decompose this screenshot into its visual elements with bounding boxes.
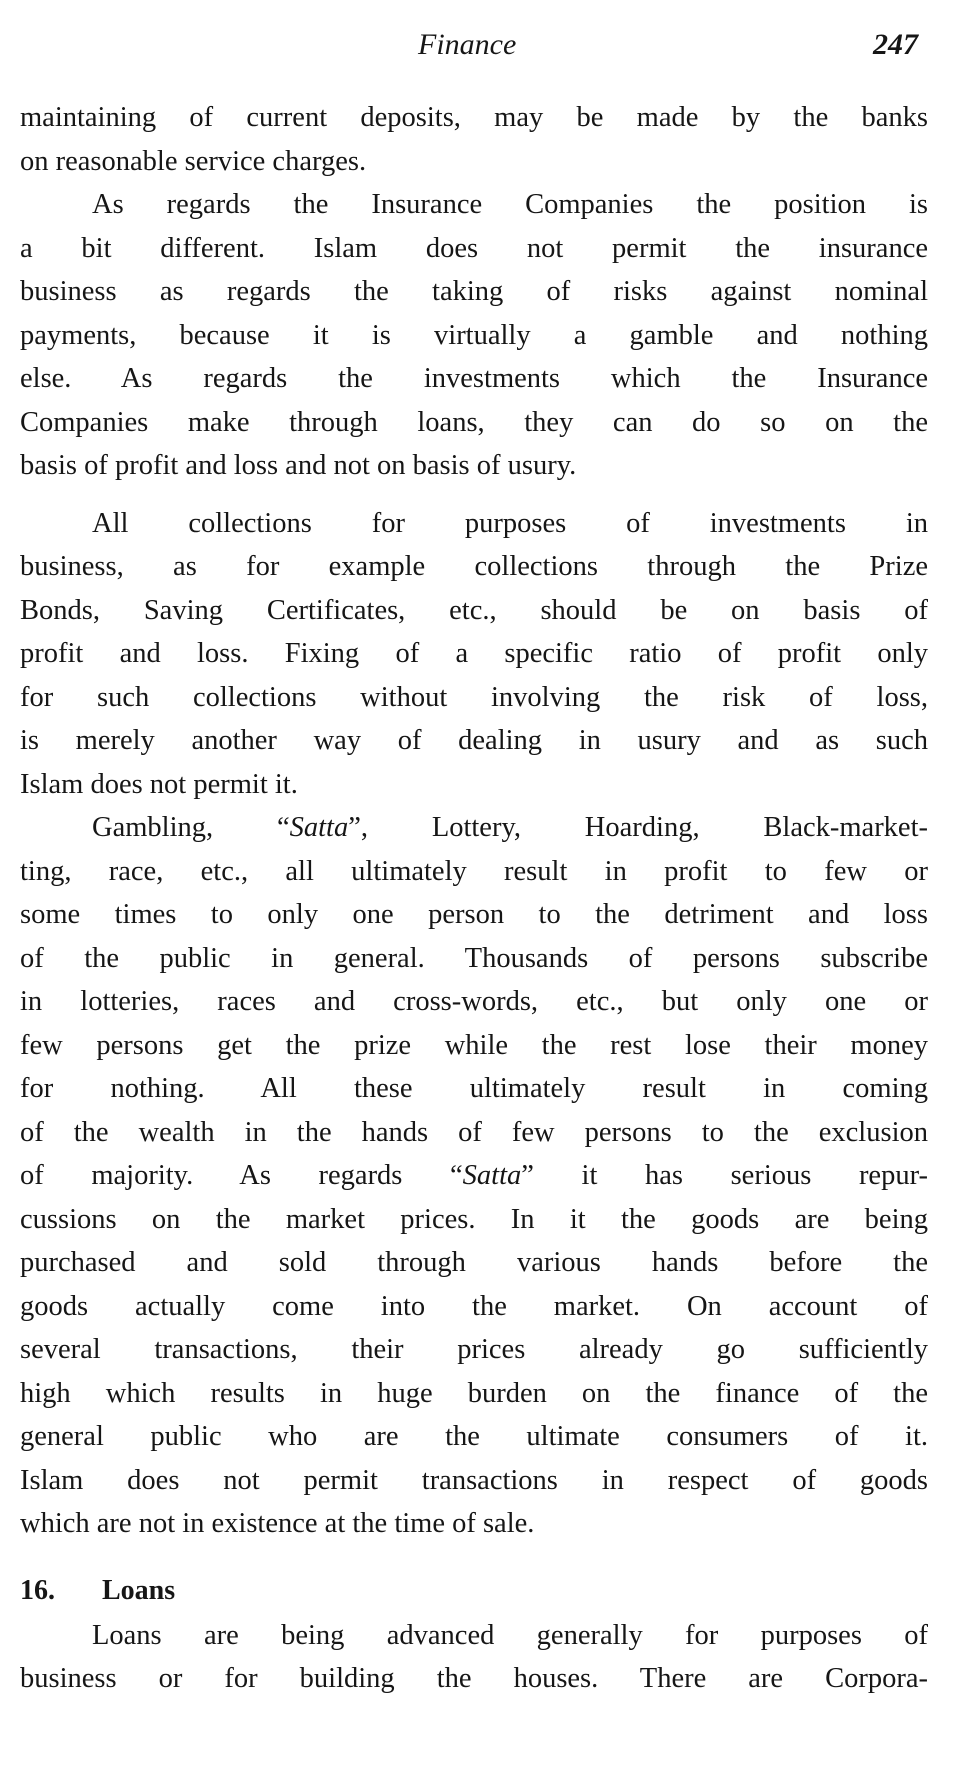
text-line: payments, because it is virtually a gamble and nothing [20, 319, 928, 351]
text-line: ting, race, etc., all ultimately result in profit to few or [20, 855, 928, 887]
text-span: of majority. As regards “ [20, 1160, 463, 1191]
text-line: business, as for example collections through the Prize [20, 551, 928, 582]
text-line [20, 1154, 928, 1198]
paragraph-gambling [20, 806, 928, 1546]
text-line: high which results in huge burden on the finance of the [20, 1377, 928, 1409]
section-title: Loans [102, 1574, 176, 1606]
text-span: Gambling, “ [92, 812, 290, 843]
text-line: Bonds, Saving Certificates, etc., should be on basis of [20, 594, 928, 626]
section-heading [20, 1568, 928, 1614]
paragraph-collections [20, 502, 928, 807]
text-line: general public who are the ultimate consumers of it. [20, 1421, 928, 1452]
page-number: 247 [873, 28, 918, 61]
text-line: All collections for purposes of investments in [92, 507, 928, 539]
text-line: Islam does not permit it. [20, 768, 298, 800]
section-number: 16. [20, 1574, 55, 1606]
text-line: maintaining of current deposits, may be made by the banks [20, 102, 928, 133]
text-line: several transactions, their prices already go sufficiently [20, 1334, 928, 1365]
text-line: Companies make through loans, they can do so on the [20, 406, 928, 438]
italic-term: Satta [289, 812, 349, 843]
paragraph-loans [20, 1614, 928, 1701]
section-gap [20, 1546, 928, 1566]
text-line: basis of profit and loss and not on basis of usury. [20, 450, 577, 481]
text-line [20, 806, 928, 850]
text-span: ”, Lottery, Hoarding, Black-market- [348, 812, 928, 843]
text-line: for such collections without involving the risk of loss, [20, 681, 928, 713]
text-line: cussions on the market prices. In it the goods are being [20, 1203, 928, 1235]
paragraph-continuation [20, 96, 928, 183]
text-line: else. As regards the investments which the Insurance [20, 363, 928, 394]
text-line: profit and loss. Fixing of a specific ratio of profit only [20, 638, 928, 669]
text-line: goods actually come into the market. On account of [20, 1290, 928, 1322]
text-line: some times to only one person to the detriment and loss [20, 899, 928, 930]
body-text [20, 96, 928, 1701]
text-line: business as regards the taking of risks against nominal [20, 276, 928, 307]
text-line: purchased and sold through various hands before the [20, 1247, 928, 1278]
paragraph-insurance [20, 183, 928, 488]
text-span: ” it has serious repur- [521, 1160, 928, 1191]
text-line: few persons get the prize while the rest lose their money [20, 1029, 928, 1061]
paragraph-gap [20, 488, 928, 502]
running-head: Finance [418, 28, 517, 61]
text-line: which are not in existence at the time of sale. [20, 1508, 535, 1539]
italic-term: Satta [462, 1160, 522, 1191]
text-line: of the public in general. Thousands of persons subscribe [20, 942, 928, 974]
text-line: is merely another way of dealing in usury and as such [20, 725, 928, 756]
text-line: business or for building the houses. There are Corpora- [20, 1663, 928, 1694]
text-line: in lotteries, races and cross-words, etc., but only one or [20, 986, 928, 1017]
text-line: Islam does not permit transactions in respect of goods [20, 1464, 928, 1496]
text-line: Loans are being advanced generally for purposes of [92, 1619, 928, 1651]
text-line: As regards the Insurance Companies the position is [92, 189, 928, 220]
text-line: of the wealth in the hands of few persons to the exclusion [20, 1116, 928, 1148]
page-header [0, 28, 960, 72]
text-line: a bit different. Islam does not permit the insurance [20, 232, 928, 264]
text-line: for nothing. All these ultimately result in coming [20, 1073, 928, 1104]
text-line: on reasonable service charges. [20, 145, 367, 177]
